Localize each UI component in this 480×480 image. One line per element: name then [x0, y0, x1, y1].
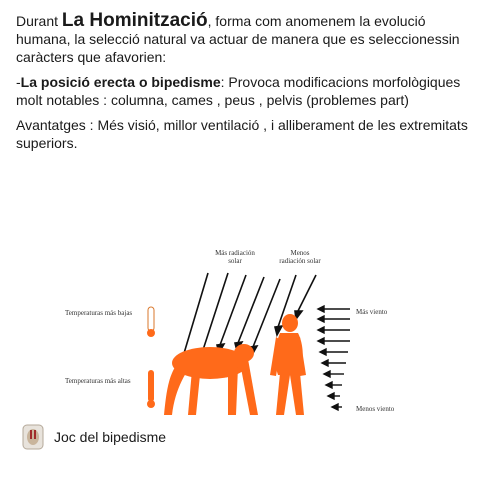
- thermometer-high: [147, 370, 155, 408]
- game-icon: [22, 424, 44, 450]
- quadruped-silhouette: [164, 344, 258, 415]
- paragraph-advantages: Avantatges : Més visió, millor ventilació , i alliberament de les extremitats superiors.: [16, 117, 468, 151]
- bipedism-game-label: Joc del bipedisme: [54, 429, 167, 445]
- paragraph-hominization: [16, 12, 468, 66]
- label-more-radiation-1: Más radiación: [215, 249, 255, 257]
- thermometer-low: [147, 307, 155, 337]
- label-less-radiation-1: Menos: [290, 249, 310, 257]
- text-bipedism-rest: : Provoca modificacions morfològiques molt notables : columna, cames , peus , pelvis (problemes part): [16, 74, 461, 108]
- dash: -: [16, 74, 21, 90]
- label-temp-low: Temperaturas más bajas: [65, 309, 133, 317]
- wind-arrows: [318, 306, 350, 410]
- article-text: [16, 12, 468, 159]
- label-more-radiation-2: solar: [228, 257, 242, 265]
- bipedism-game-link[interactable]: [22, 424, 166, 450]
- label-less-radiation-2: radiación solar: [279, 257, 321, 265]
- label-less-wind: Menos viento: [356, 405, 395, 413]
- text-durant: Durant: [16, 13, 62, 29]
- label-more-wind: Más viento: [356, 308, 388, 316]
- term-bipedisme: La posició erecta o bipedisme: [20, 74, 221, 90]
- text-hominization-rest: , forma com anomenem la evolució humana, la selecció natural va actuar de manera que es seleccionessin caràcters que afavorien:: [16, 13, 460, 65]
- bipedism-figure: [60, 235, 400, 425]
- label-temp-high: Temperaturas más altas: [65, 377, 131, 385]
- term-hominitzacio: La Hominització: [61, 10, 208, 31]
- paragraph-bipedism: [16, 73, 468, 109]
